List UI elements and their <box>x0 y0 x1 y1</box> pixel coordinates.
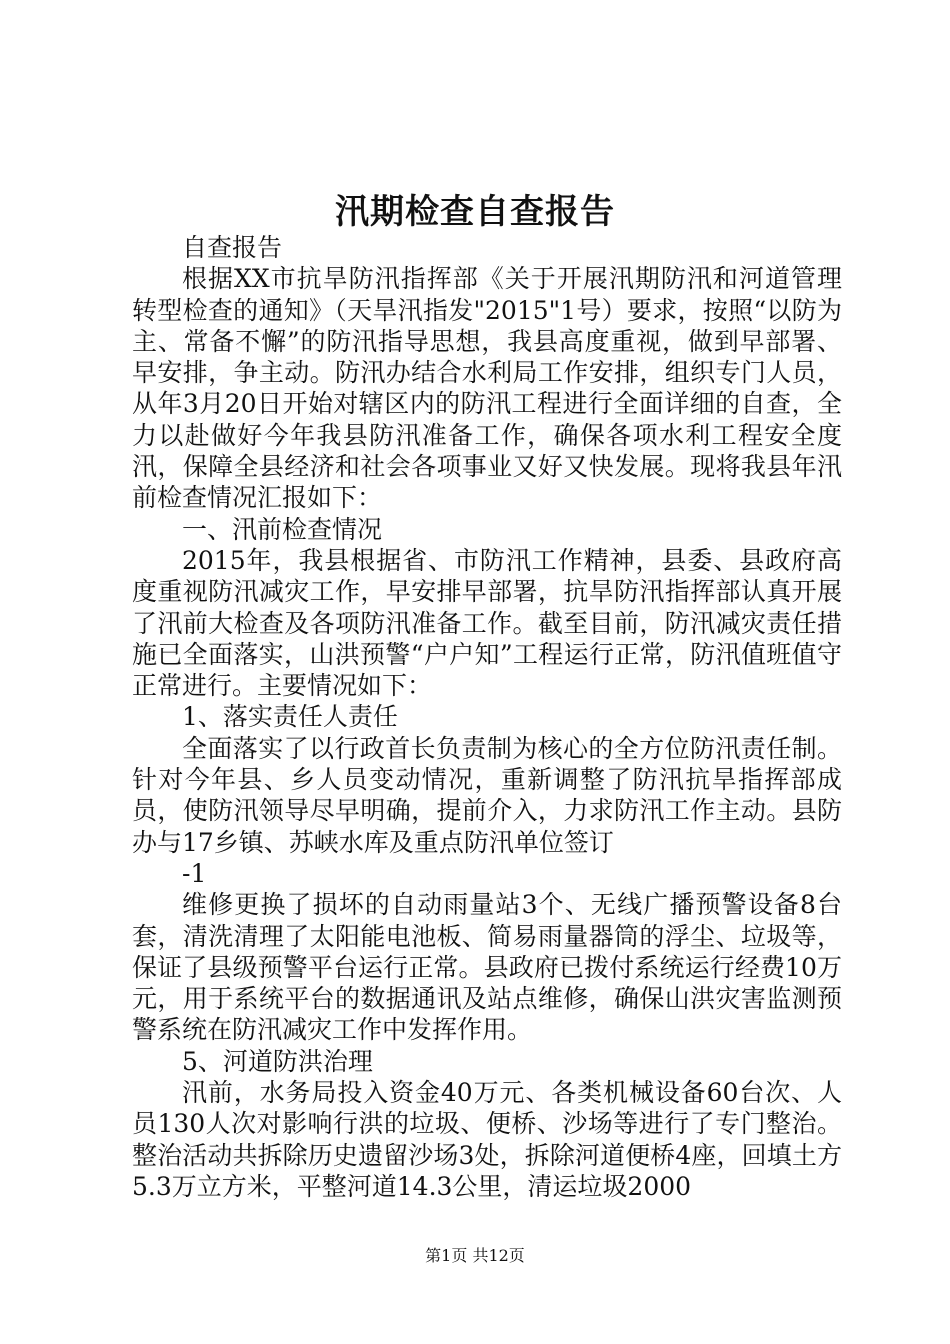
paragraph-intro: 根据XX市抗旱防汛指挥部《关于开展汛期防汛和河道管理转型检查的通知》（天旱汛指发"2015"1号）要求，按照“以防为主、常备不懈”的防汛指导思想，我县高度重视，做到早部署、早安排，争主动。防汛办结合水利局工作安排，组织专门人员，从年3月20日开始对辖区内的防汛工程进行全面详细的自查，全力以赴做好今年我县防汛准备工作，确保各项水利工程安全度汛，保障全县经济和社会各项事业又好又快发展。现将我县年汛前检查情况汇报如下： <box>132 264 842 513</box>
document-body <box>132 232 842 1202</box>
section-heading-1: 一、汛前检查情况 <box>182 514 383 544</box>
subsection-heading-5: 5、河道防洪治理 <box>182 1046 373 1076</box>
subsection-heading-1: 1、落实责任人责任 <box>182 702 398 732</box>
page-footer: 第1页 共12页 <box>425 1246 525 1265</box>
paragraph-self-report-label: 自查报告 <box>182 233 283 262</box>
page-marker: -1 <box>182 858 207 888</box>
paragraph-river-governance: 汛前，水务局投入资金40万元、各类机械设备60台次、人员130人次对影响行洪的垃圾、便桥、沙场等进行了专门整治。整治活动共拆除历史遗留沙场3处，拆除河道便桥4座，回填土方5.3万立方米，平整河道14.3公里，清运垃圾2000 <box>132 1078 842 1201</box>
paragraph-responsibility: 全面落实了以行政首长负责制为核心的全方位防汛责任制。针对今年县、乡人员变动情况，重新调整了防汛抗旱指挥部成员，使防汛领导尽早明确，提前介入，力求防汛工作主动。县防办与17乡镇、苏峡水库及重点防汛单位签订 <box>132 733 842 857</box>
paragraph-maintenance: 维修更换了损坏的自动雨量站3个、无线广播预警设备8台套，清洗清理了太阳能电池板、简易雨量器筒的浮尘、垃圾等，保证了县级预警平台运行正常。县政府已拨付系统运行经费10万元，用于系统平台的数据通讯及站点维修，确保山洪灾害监测预警系统在防汛减灾工作中发挥作用。 <box>132 890 842 1045</box>
paragraph-overview: 2015年，我县根据省、市防汛工作精神，县委、县政府高度重视防汛减灾工作，早安排早部署，抗旱防汛指挥部认真开展了汛前大检查及各项防汛准备工作。截至目前，防汛减灾责任措施已全面落实，山洪预警“户户知”工程运行正常，防汛值班值守正常进行。主要情况如下： <box>132 545 842 701</box>
document-title: 汛期检查自查报告 <box>335 192 615 232</box>
